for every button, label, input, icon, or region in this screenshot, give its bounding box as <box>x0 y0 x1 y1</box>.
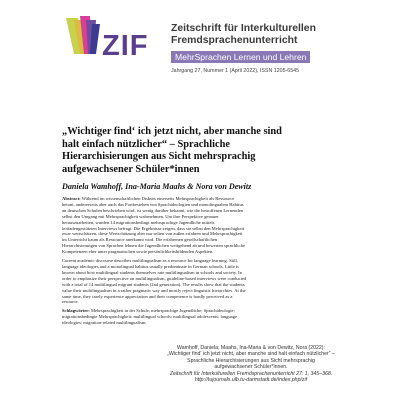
abstract-line: im Unterricht kaum als Ressource anerkannt wird. Die erfahrenen gesellschaftlichen <box>62 237 218 243</box>
abstract-line: betont, andererseits aber auch das Fortbestehen von Sprachideologien und monolingualem Habitus <box>62 201 244 207</box>
abstract-line: selbst den Umgang mit Mehrsprachigkeit wahrnehmen. Um ihre Perspektive genauer <box>62 213 219 219</box>
citation-url-link[interactable]: http://tujournals.ulb.tu-darmstadt.de/index.php/zif <box>194 377 308 384</box>
citation <box>126 345 376 383</box>
keywords-label: Schlagwörter: <box>62 308 90 314</box>
abstract-line: leitfadengestützten Interviews befragt. Die Ergebnisse zeigen, dass sie selbst den Mehrsprachigkeit <box>62 225 245 231</box>
journal-issue: Jahrgang 27, Nummer 1 (April 2022), ISSN 1205-6545 <box>171 68 300 74</box>
title-line: halt einfach nützlicher“ – Sprachliche <box>62 138 230 150</box>
abstract-en-line: order to emphasize their perspective on multilingualism, guideline-based interviews were conducted <box>62 275 247 281</box>
title-line: aufgewachsener Schüler*innen <box>62 163 200 175</box>
article-title <box>62 126 346 176</box>
abstract-label: Abstract: <box>62 196 81 201</box>
keywords-line: ideologies; migration-related multilingualism. <box>62 320 147 326</box>
citation-line: Sprachliche Hierarchisierungen aus Sicht mehrsprachig <box>187 357 315 364</box>
abstract-line: herauszuarbeiten, wurden 14 migrationsbedingt mehrsprachige Jugendliche mittels <box>62 219 215 225</box>
abstract-line: an deutschen Schulen beschrieben wird, ist wenig darüber bekannt, wie die betroffenen Lernenden <box>62 207 244 213</box>
abstract-line: Kompetenzen eher unter pragmatischen sowie persönlichkeitsbildenden Aspekten. <box>62 249 214 255</box>
logo-text: ZIF <box>102 30 149 62</box>
abstract-en-line: resource. <box>62 299 79 305</box>
citation-line: Zeitschrift für Interkulturellen Fremdsprachenunterricht 27: 1, 345–368. <box>169 370 333 377</box>
abstract-en-line: Current academic discourse describes multilingualism as a resource for language learning. Still, <box>62 258 238 264</box>
citation-line: aufgewachsener Schüler*innen. <box>214 364 288 371</box>
abstract-en-line: with a total of 14 multilingual migrant students (2nd generation). The results show that the students <box>62 281 245 287</box>
title-line: Hierarchisierungen aus Sicht mehrsprachig <box>62 151 256 162</box>
journal-title-line-2: Fremdsprachenunterricht <box>171 35 298 46</box>
abstract-en-line: language ideologies and a monolingual habitus usually predominate in German schools. Little is <box>62 263 239 269</box>
article-authors: Daniela Wamhoff, Ina-Maria Maahs & Nora von Dewitz <box>62 182 252 191</box>
citation-line: „Wichtiger find‘ ich jetzt nicht, aber manche sind halt einfach nützlicher“ – <box>167 351 335 358</box>
keywords-text: Mehrsprachigkeit in der Schule; mehrsprachige Jugendliche; Sprachideologie; <box>90 308 235 314</box>
journal-title-line-1: Zeitschrift für Interkulturellen <box>171 23 316 34</box>
abstract-en-line: same time, they rarely experience appreciation and their competence is hardly perceived as a <box>62 293 233 299</box>
title-line: „Wichtiger find‘ ich jetzt nicht, aber manche sind <box>62 126 282 137</box>
abstract <box>62 196 346 326</box>
keywords-line: migrationsbedingte Mehrsprachigkeit; multilingual schools; multilingual adolescents; language <box>62 314 238 320</box>
abstract-en-line: value their multilingualism in a rather pragmatic way and mostly reject linguistic hierarchies. At the <box>62 287 246 293</box>
journal-subtitle: MehrSprachen Lernen und Lehren <box>171 51 310 63</box>
abstract-text: Während im wissenschaftlichen Diskurs einerseits Mehrsprachigkeit als Ressource <box>81 196 235 201</box>
abstract-line: Hierarchisierungen von Sprachen lehnen die Jugendlichen weitgehend ab und bewerten sprachliche <box>62 243 245 249</box>
journal-header <box>171 23 391 74</box>
citation-line: Wamhoff, Daniela; Maahs, Ina-Maria & von Dewitz, Nora (2022): <box>177 345 325 351</box>
abstract-en-line: known about how multilingual students themselves rate multilingualism in schools and society. In <box>62 269 242 275</box>
abstract-line: zwar wertschätzen, diese Wertschätzung aber nur selten von außen erfahren und Mehrsprachigkeit <box>62 231 243 237</box>
